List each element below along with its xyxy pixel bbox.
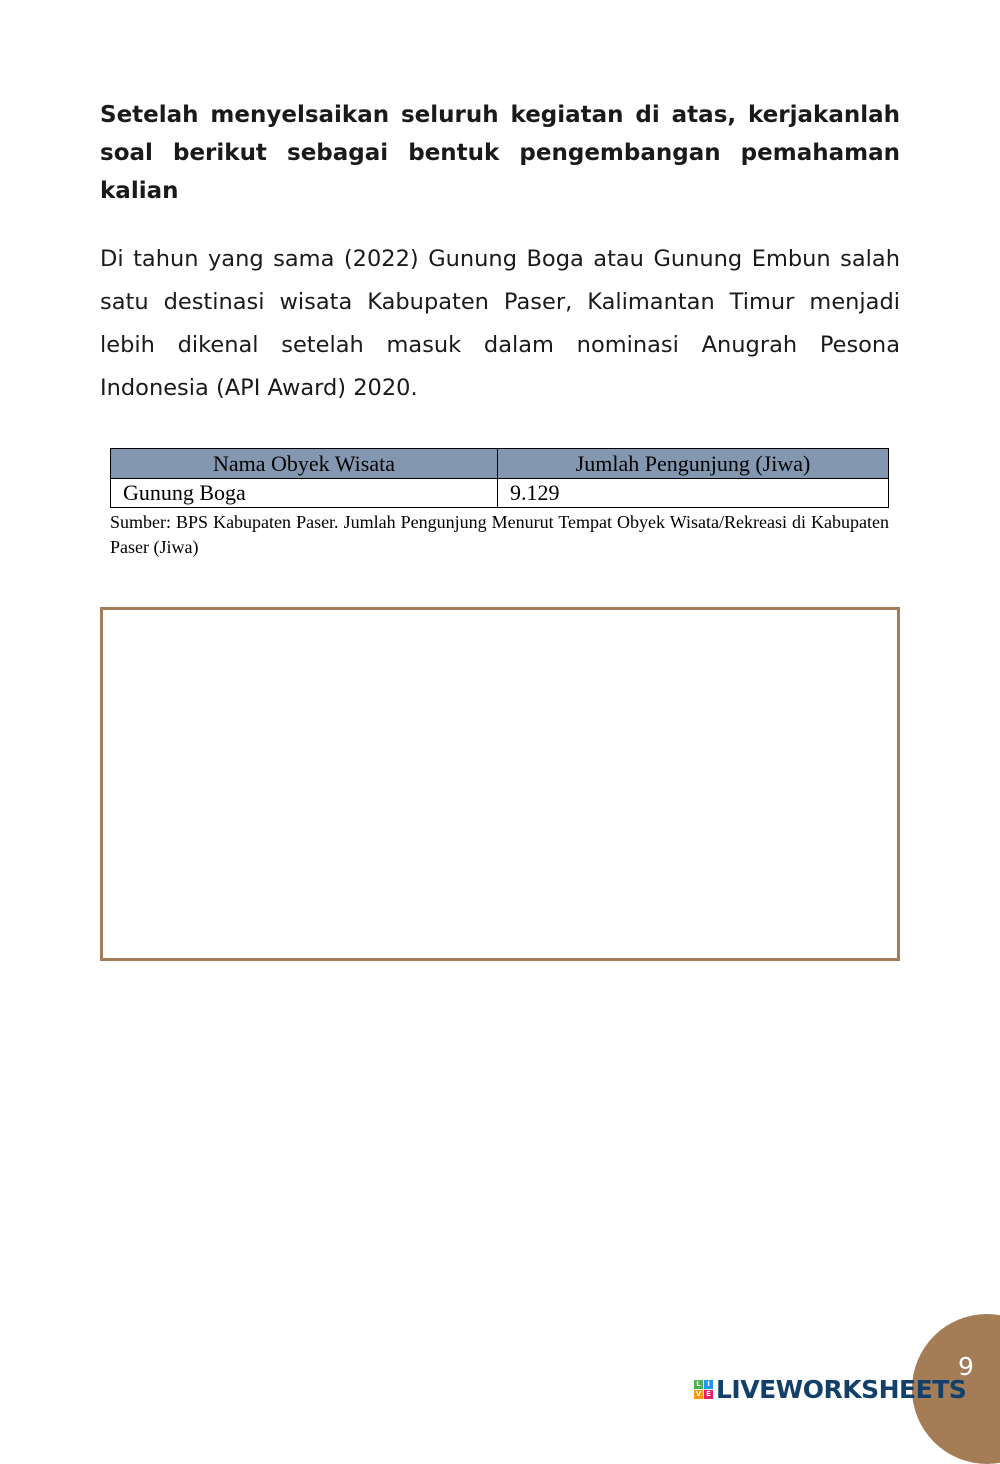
table-header-cell xyxy=(498,449,889,479)
context-paragraph: Di tahun yang sama (2022) Gunung Boga atau Gunung Embun salah satu destinasi wisata Kabupaten Paser, Kalimantan Timur menjadi lebih dikenal setelah masuk dalam nominasi Anugrah Pesona Indonesia (API Award) 2020. xyxy=(100,246,900,401)
table-row xyxy=(111,479,889,508)
table-header-cell xyxy=(111,449,498,479)
page-number: 9 xyxy=(958,1352,974,1381)
header-count-label: Jumlah Pengunjung (Jiwa) xyxy=(575,450,811,476)
logo-letter: L xyxy=(694,1380,703,1389)
source-caption: Sumber: BPS Kabupaten Paser. Jumlah Pengunjung Menurut Tempat Obyek Wisata/Rekreasi di Kabupaten Paser (Jiwa) xyxy=(110,512,889,557)
logo-letter: E xyxy=(704,1390,713,1399)
table-cell-count: 9.129 xyxy=(498,479,889,508)
header-name-label: Nama Obyek Wisata xyxy=(213,450,395,476)
table-header-row xyxy=(111,449,889,479)
visitor-table xyxy=(110,448,889,508)
table-cell-name: Gunung Boga xyxy=(111,479,498,508)
liveworksheets-logo xyxy=(694,1372,966,1406)
instruction-heading: Setelah menyelsaikan seluruh kegiatan di atas, kerjakanlah soal berikut sebagai bentuk pengembangan pemahaman kalian xyxy=(100,102,900,204)
logo-letter: V xyxy=(695,1389,702,1398)
answer-input-box[interactable] xyxy=(100,607,900,961)
brand-name: LIVEWORKSHEETS xyxy=(716,1374,967,1404)
logo-letter: I xyxy=(704,1380,713,1389)
liveworksheets-icon xyxy=(694,1380,713,1399)
